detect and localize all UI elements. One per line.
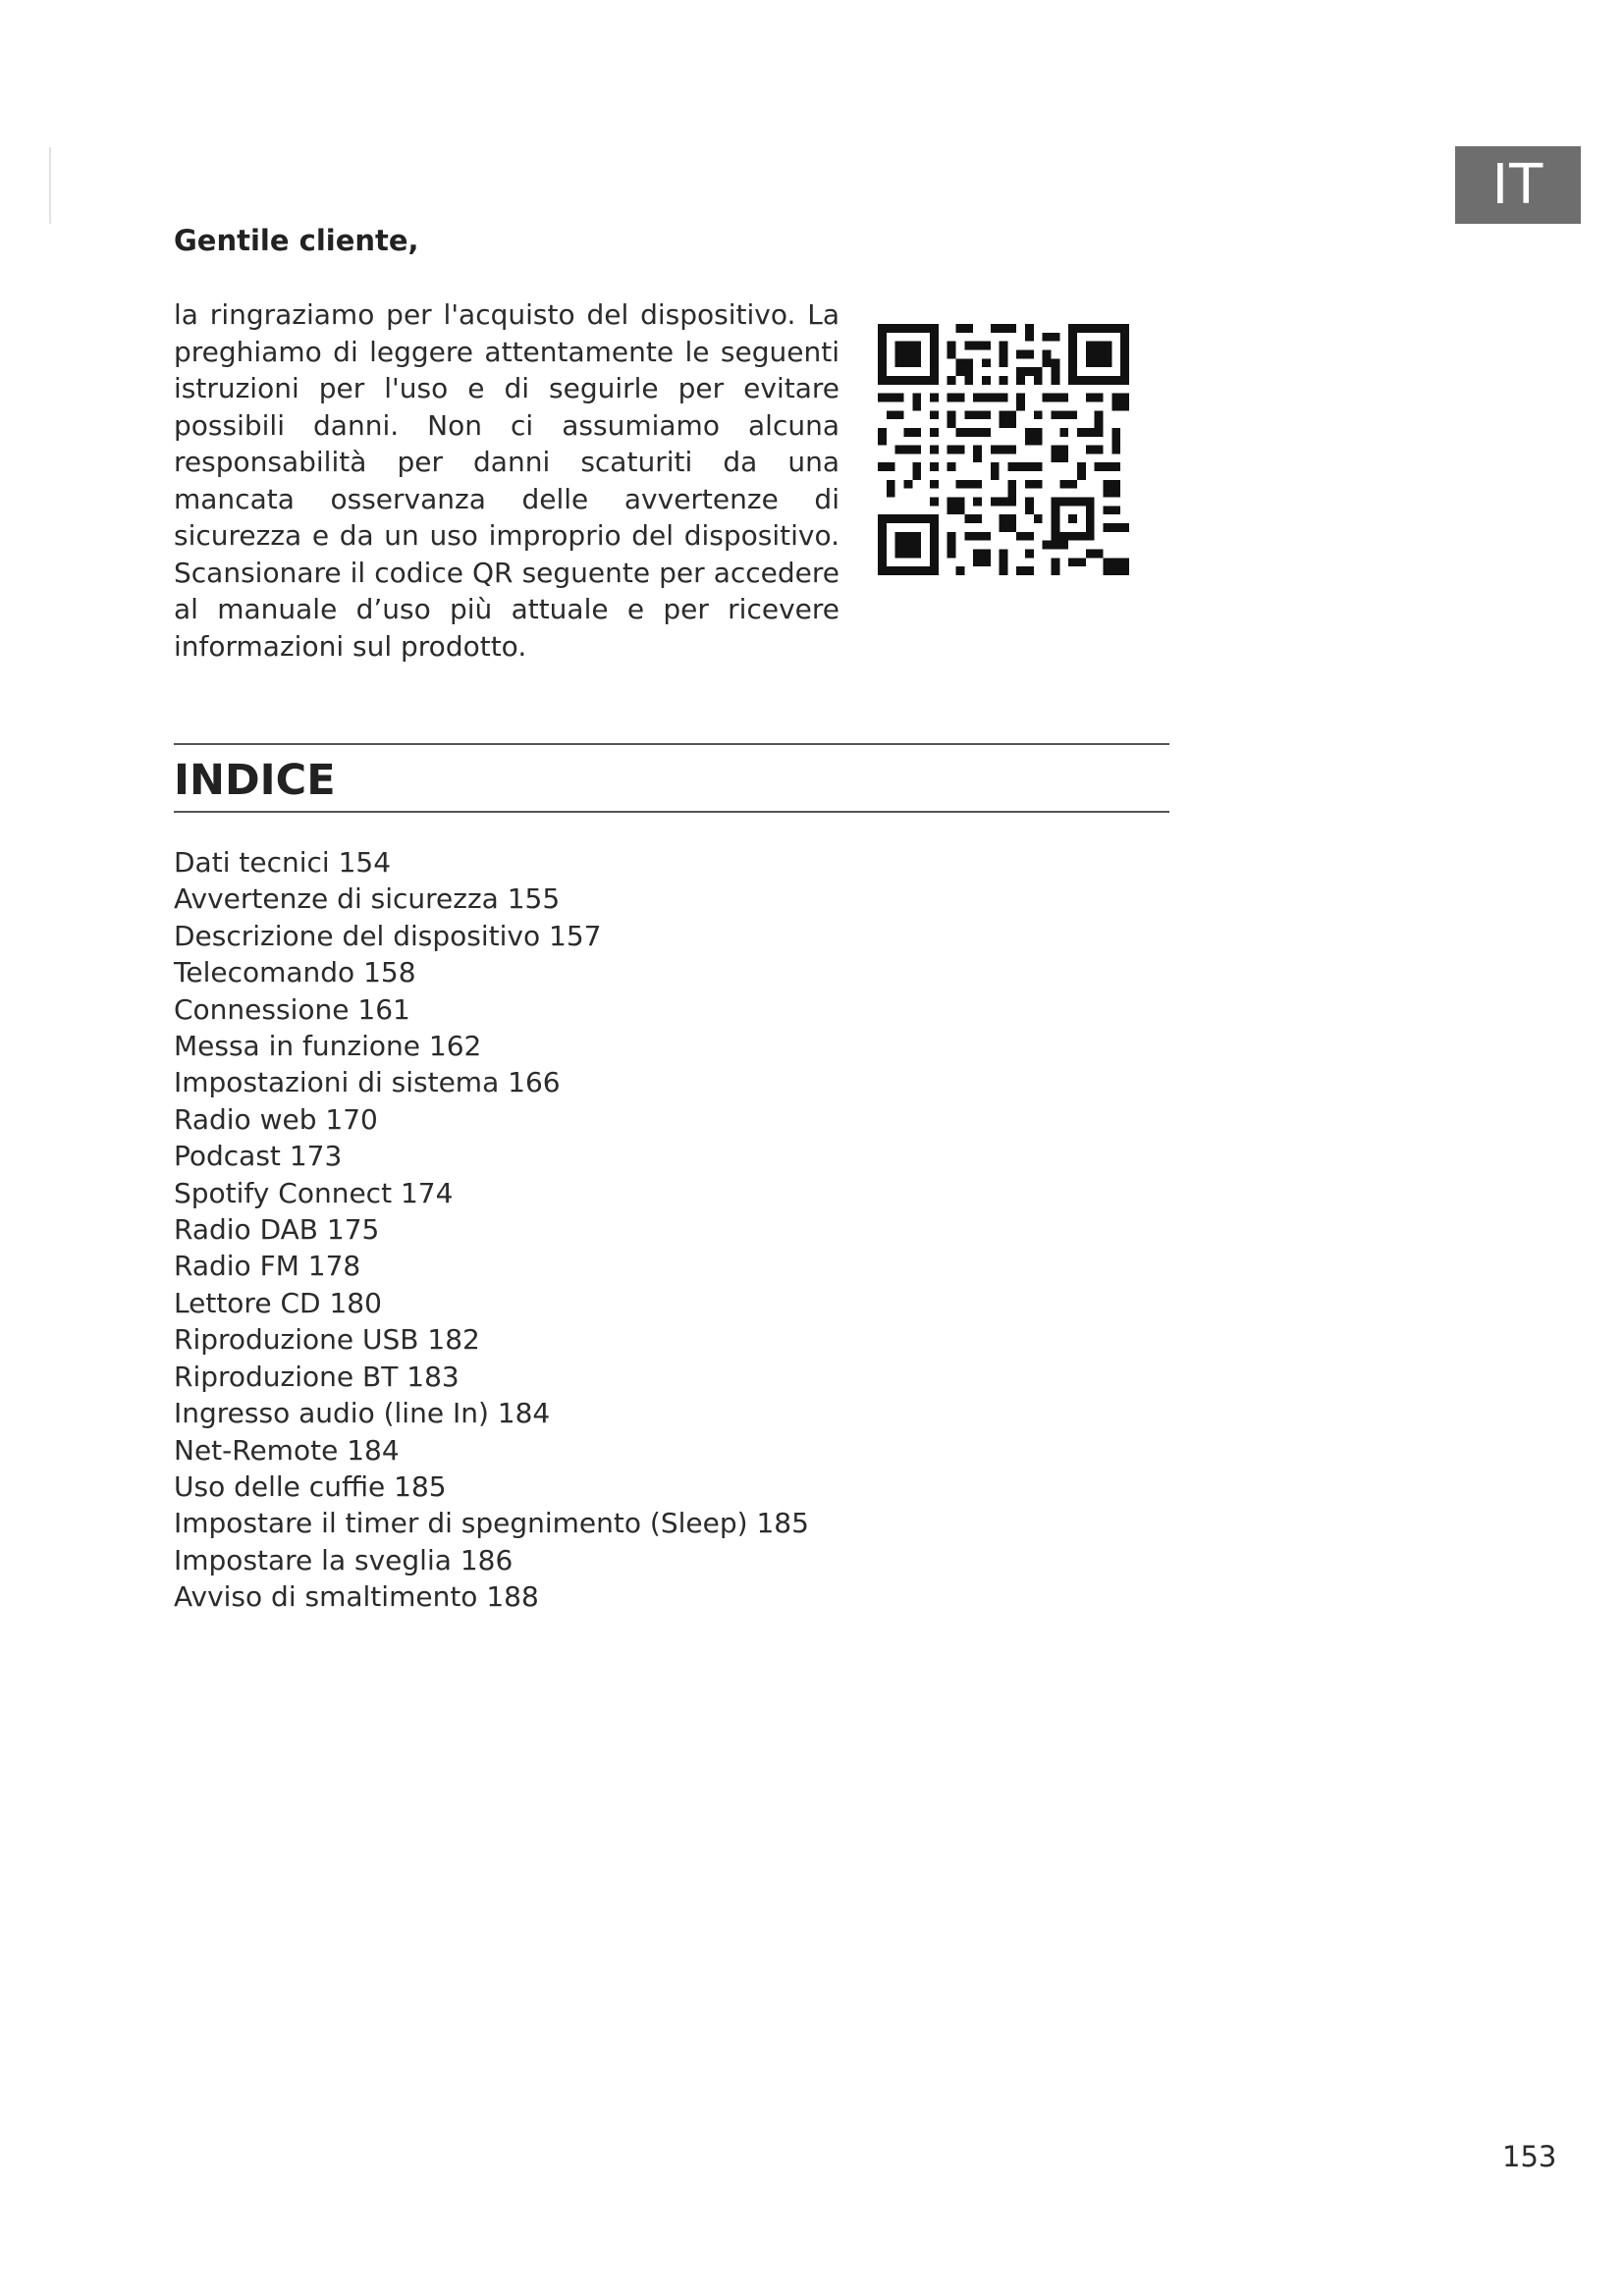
index-title: INDICE <box>174 756 336 805</box>
toc-entry[interactable] <box>174 1359 809 1395</box>
language-tab: IT <box>1455 146 1581 224</box>
toc-entry[interactable] <box>174 1321 809 1358</box>
margin-rule <box>49 147 51 224</box>
toc-entry-label: Messa in funzione <box>174 1030 420 1063</box>
toc-entry-page: 180 <box>329 1286 382 1319</box>
toc-entry-page: 175 <box>326 1213 380 1247</box>
toc-entry-label: Radio FM <box>174 1250 299 1283</box>
toc-entry-label: Impostazioni di sistema <box>174 1066 500 1099</box>
toc-entry-page: 173 <box>289 1140 343 1173</box>
toc-entry[interactable] <box>174 1542 809 1578</box>
table-of-contents <box>174 844 809 1616</box>
intro-paragraph: la ringraziamo per l'acquisto del dispositivo. La preghiamo di leggere attentamente le seguenti istruzioni per l'uso e di seguirle per evitare possibili danni. Non ci assumiamo alcuna responsabilità per danni scaturiti da una mancata osservanza delle avvertenze di sicurezza e da un uso improprio del dispositivo. Scansionare il codice QR seguente per accedere al manuale d’uso più attuale e per ricevere informazioni sul prodotto. <box>174 298 839 663</box>
toc-entry-label: Riproduzione USB <box>174 1323 419 1357</box>
toc-entry-label: Riproduzione BT <box>174 1360 399 1393</box>
toc-entry-label: Connessione <box>174 992 350 1026</box>
toc-entry-page: 184 <box>347 1433 400 1467</box>
toc-entry-label: Impostare il timer di spegnimento (Sleep) <box>174 1507 748 1540</box>
toc-entry[interactable] <box>174 844 809 881</box>
toc-entry-label: Ingresso audio (line In) <box>174 1397 489 1430</box>
toc-entry-label: Dati tecnici <box>174 846 330 879</box>
greeting: Gentile cliente, <box>174 224 419 257</box>
toc-entry-page: 186 <box>460 1543 514 1576</box>
toc-entry[interactable] <box>174 918 809 954</box>
toc-entry-label: Descrizione del dispositivo <box>174 919 541 952</box>
toc-entry[interactable] <box>174 1064 809 1100</box>
toc-entry-label: Net-Remote <box>174 1433 339 1467</box>
toc-entry-page: 157 <box>549 919 602 952</box>
toc-entry-label: Radio DAB <box>174 1213 319 1247</box>
toc-entry-label: Lettore CD <box>174 1286 321 1319</box>
toc-entry[interactable] <box>174 881 809 917</box>
toc-entry-page: 155 <box>507 882 561 916</box>
toc-entry[interactable] <box>174 1138 809 1174</box>
toc-entry-page: 162 <box>428 1030 482 1063</box>
toc-entry-page: 161 <box>357 992 410 1026</box>
toc-entry[interactable] <box>174 1175 809 1211</box>
toc-entry[interactable] <box>174 1432 809 1468</box>
toc-entry-page: 174 <box>400 1176 454 1209</box>
toc-entry[interactable] <box>174 1395 809 1431</box>
toc-entry-page: 182 <box>427 1323 480 1357</box>
toc-entry-page: 188 <box>486 1580 539 1614</box>
toc-entry[interactable] <box>174 1285 809 1321</box>
toc-entry[interactable] <box>174 1028 809 1064</box>
toc-entry-label: Podcast <box>174 1140 281 1173</box>
toc-entry[interactable] <box>174 1211 809 1248</box>
toc-entry[interactable] <box>174 1505 809 1541</box>
toc-entry-label: Uso delle cuffie <box>174 1469 386 1503</box>
toc-entry[interactable] <box>174 1578 809 1615</box>
toc-entry-page: 166 <box>508 1066 561 1099</box>
toc-entry-label: Radio web <box>174 1102 317 1136</box>
toc-entry-label: Avvertenze di sicurezza <box>174 882 499 916</box>
toc-entry-page: 178 <box>307 1250 361 1283</box>
toc-entry-label: Spotify Connect <box>174 1176 393 1209</box>
index-rule-bottom <box>174 811 1169 813</box>
toc-entry[interactable] <box>174 991 809 1028</box>
toc-entry-label: Telecomando <box>174 956 355 989</box>
toc-entry-page: 185 <box>756 1507 809 1540</box>
toc-entry-page: 154 <box>338 846 392 879</box>
toc-entry-page: 185 <box>394 1469 447 1503</box>
toc-entry-label: Impostare la sveglia <box>174 1543 452 1576</box>
toc-entry-page: 158 <box>363 956 416 989</box>
page-number: 153 <box>1502 2140 1557 2173</box>
toc-entry[interactable] <box>174 1468 809 1505</box>
index-rule-top <box>174 743 1169 745</box>
toc-entry-page: 184 <box>497 1397 551 1430</box>
toc-entry[interactable] <box>174 1101 809 1138</box>
toc-entry[interactable] <box>174 1248 809 1284</box>
toc-entry-label: Avviso di smaltimento <box>174 1580 478 1614</box>
toc-entry-page: 170 <box>325 1102 378 1136</box>
toc-entry-page: 183 <box>406 1360 460 1393</box>
qr-code-icon[interactable] <box>878 324 1129 575</box>
toc-entry[interactable] <box>174 954 809 990</box>
